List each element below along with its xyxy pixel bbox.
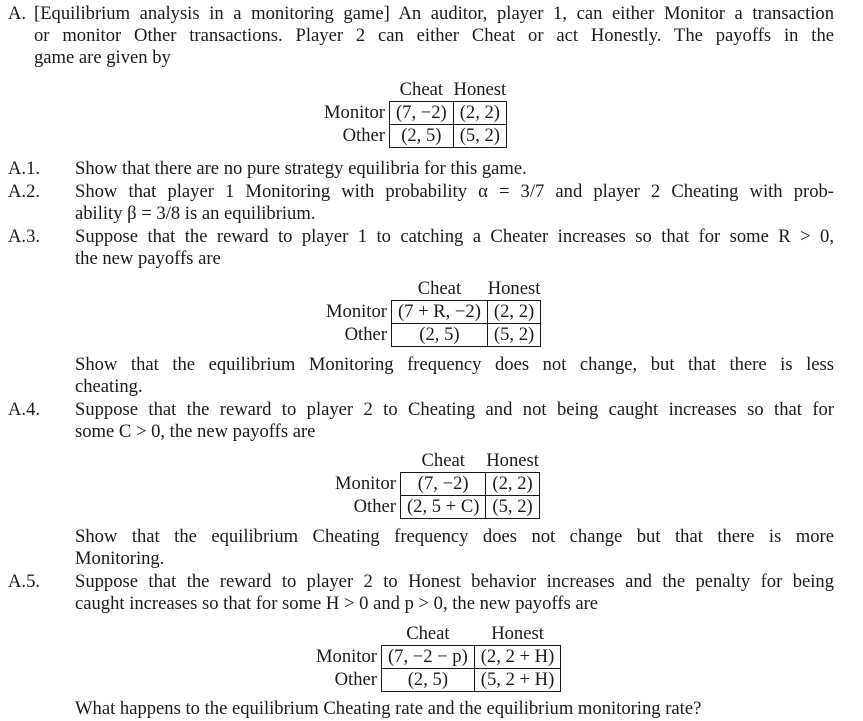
payoff-cell: (2, 2) bbox=[486, 473, 539, 496]
payoff-cell: (2, 5) bbox=[389, 125, 453, 148]
payoff-table-1 bbox=[324, 79, 507, 148]
item-a1-line-1: Show that there are no pure strategy equilibria for this game. bbox=[75, 158, 527, 179]
col-header-cheat: Cheat bbox=[421, 450, 465, 471]
row-label-other: Other bbox=[342, 125, 385, 146]
payoff-cell: (5, 2) bbox=[487, 324, 540, 347]
payoff-cell: (2, 5 + C) bbox=[400, 496, 485, 519]
item-a4-after-2: Monitoring. bbox=[75, 548, 165, 569]
item-label-a2: A.2. bbox=[8, 181, 41, 202]
item-a4-after-1: Show that the equilibrium Cheating frequency does not change but that there is more bbox=[75, 526, 834, 547]
col-header-honest: Honest bbox=[486, 450, 539, 471]
payoff-table-4 bbox=[316, 623, 561, 692]
intro-line-2: or monitor Other transactions. Player 2 can either Cheat or act Honestly. The payoffs in the bbox=[34, 25, 834, 46]
payoff-cell: (2, 5) bbox=[391, 324, 487, 347]
item-a5-line-2: caught increases so that for some H > 0 and p > 0, the new payoffs are bbox=[75, 593, 599, 614]
payoff-cell: (5, 2 + H) bbox=[474, 669, 561, 692]
col-header-cheat: Cheat bbox=[399, 79, 444, 100]
row-label-other: Other bbox=[334, 669, 377, 690]
col-header-honest: Honest bbox=[491, 623, 544, 644]
payoff-table-3 bbox=[335, 450, 540, 519]
payoff-cell: (2, 2 + H) bbox=[474, 646, 561, 669]
payoff-cell: (5, 2) bbox=[453, 125, 506, 148]
payoff-cell: (7, −2) bbox=[389, 102, 453, 125]
item-a5-line-1: Suppose that the reward to player 2 to Honest behavior increases and the penalty for being bbox=[75, 571, 834, 592]
item-a5-after-1: What happens to the equilibrium Cheating rate and the equilibrium monitoring rate? bbox=[75, 698, 702, 719]
item-a3-after-1: Show that the equilibrium Monitoring frequency does not change, but that there is less bbox=[75, 354, 834, 375]
item-a2-line-1: Show that player 1 Monitoring with probability α = 3/7 and player 2 Cheating with prob- bbox=[75, 181, 834, 202]
item-a3-after-2: cheating. bbox=[75, 376, 143, 397]
row-label-other: Other bbox=[353, 496, 396, 517]
col-header-cheat: Cheat bbox=[417, 278, 462, 299]
problem-label: A. bbox=[8, 3, 27, 24]
payoff-cell: (2, 2) bbox=[453, 102, 506, 125]
item-a2-line-2: ability β = 3/8 is an equilibrium. bbox=[75, 203, 316, 224]
intro-line-1: [Equilibrium analysis in a monitoring game] An auditor, player 1, can either Monitor a transaction bbox=[34, 3, 834, 24]
row-label-other: Other bbox=[344, 324, 387, 345]
row-label-monitor: Monitor bbox=[324, 102, 385, 123]
payoff-cell: (5, 2) bbox=[486, 496, 539, 519]
col-header-honest: Honest bbox=[453, 79, 507, 100]
item-label-a3: A.3. bbox=[8, 226, 41, 247]
payoff-cell: (2, 5) bbox=[381, 669, 474, 692]
row-label-monitor: Monitor bbox=[316, 646, 377, 667]
row-label-monitor: Monitor bbox=[335, 473, 396, 494]
row-label-monitor: Monitor bbox=[326, 301, 387, 322]
payoff-cell: (7, −2 − p) bbox=[381, 646, 474, 669]
item-a4-line-2: some C > 0, the new payoffs are bbox=[75, 421, 316, 442]
item-label-a5: A.5. bbox=[8, 571, 41, 592]
item-label-a4: A.4. bbox=[8, 399, 41, 420]
col-header-cheat: Cheat bbox=[406, 623, 450, 644]
payoff-cell: (7, −2) bbox=[400, 473, 485, 496]
item-a3-line-1: Suppose that the reward to player 1 to catching a Cheater increases so that for some R > 0, bbox=[75, 226, 834, 247]
item-a3-line-2: the new payoffs are bbox=[75, 248, 221, 269]
payoff-table-2 bbox=[326, 278, 541, 347]
col-header-honest: Honest bbox=[487, 278, 541, 299]
item-label-a1: A.1. bbox=[8, 158, 41, 179]
intro-line-3: game are given by bbox=[34, 47, 171, 68]
payoff-cell: (7 + R, −2) bbox=[391, 301, 487, 324]
payoff-cell: (2, 2) bbox=[487, 301, 540, 324]
item-a4-line-1: Suppose that the reward to player 2 to Cheating and not being caught increases so that for bbox=[75, 399, 834, 420]
